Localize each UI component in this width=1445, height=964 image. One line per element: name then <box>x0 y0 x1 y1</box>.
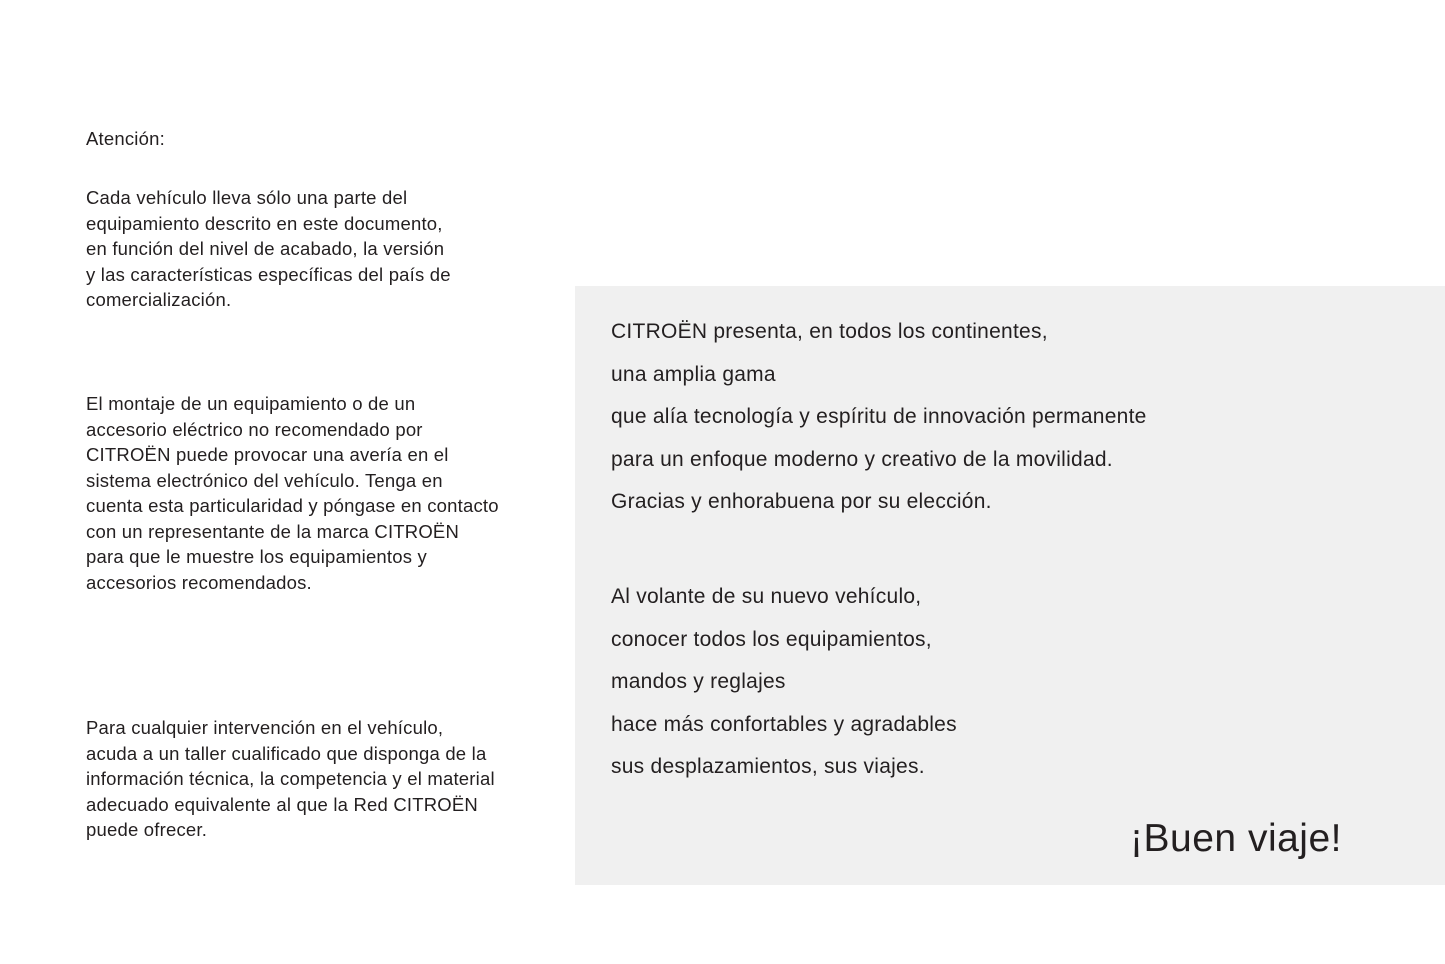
workshop-notice-paragraph <box>86 715 495 843</box>
text-line: sus desplazamientos, sus viajes. <box>611 755 925 778</box>
text-line: para un enfoque moderno y creativo de la movilidad. <box>611 447 1113 471</box>
text-line: acuda a un taller cualificado que disponga de la <box>86 742 487 764</box>
text-line: cuenta esta particularidad y póngase en contacto <box>86 495 499 516</box>
text-line: Gracias y enhorabuena por su elección. <box>611 490 992 513</box>
attention-label: Atención: <box>86 128 165 149</box>
text-line: que alía tecnología y espíritu de innovación permanente <box>611 405 1147 428</box>
text-line: en función del nivel de acabado, la versión <box>86 238 445 259</box>
text-line: sistema electrónico del vehículo. Tenga en <box>86 469 443 491</box>
text-line: Cada vehículo lleva sólo una parte del <box>86 187 408 208</box>
text-line: hace más confortables y agradables <box>611 712 957 736</box>
text-line: equipamiento descrito en este documento, <box>86 212 443 234</box>
closing-greeting: ¡Buen viaje! <box>1130 817 1342 860</box>
text-line: con un representante de la marca CITROËN <box>86 520 460 542</box>
equipment-notice-paragraph <box>86 185 451 313</box>
text-line: CITROËN presenta, en todos los continentes, <box>611 320 1048 343</box>
text-line: accesorio eléctrico no recomendado por <box>86 418 423 440</box>
text-line: y las características específicas del país de <box>86 263 451 285</box>
welcome-panel <box>575 286 1445 885</box>
electrical-accessory-warning-paragraph <box>86 391 499 595</box>
text-line: Para cualquier intervención en el vehículo, <box>86 717 444 738</box>
text-line: comercialización. <box>86 289 232 310</box>
welcome-intro-paragraph <box>611 311 1147 524</box>
text-line: Al volante de su nuevo vehículo, <box>611 585 922 608</box>
text-line: puede ofrecer. <box>86 819 208 840</box>
text-line: mandos y reglajes <box>611 670 786 693</box>
text-line: adecuado equivalente al que la Red CITROËN <box>86 793 478 815</box>
text-line: El montaje de un equipamiento o de un <box>86 393 416 414</box>
text-line: CITROËN puede provocar una avería en el <box>86 444 449 465</box>
text-line: una amplia gama <box>611 362 776 386</box>
welcome-driving-paragraph <box>611 576 957 789</box>
text-line: conocer todos los equipamientos, <box>611 627 932 651</box>
text-line: para que le muestre los equipamientos y <box>86 546 427 567</box>
text-line: accesorios recomendados. <box>86 571 312 593</box>
text-line: información técnica, la competencia y el material <box>86 768 495 789</box>
